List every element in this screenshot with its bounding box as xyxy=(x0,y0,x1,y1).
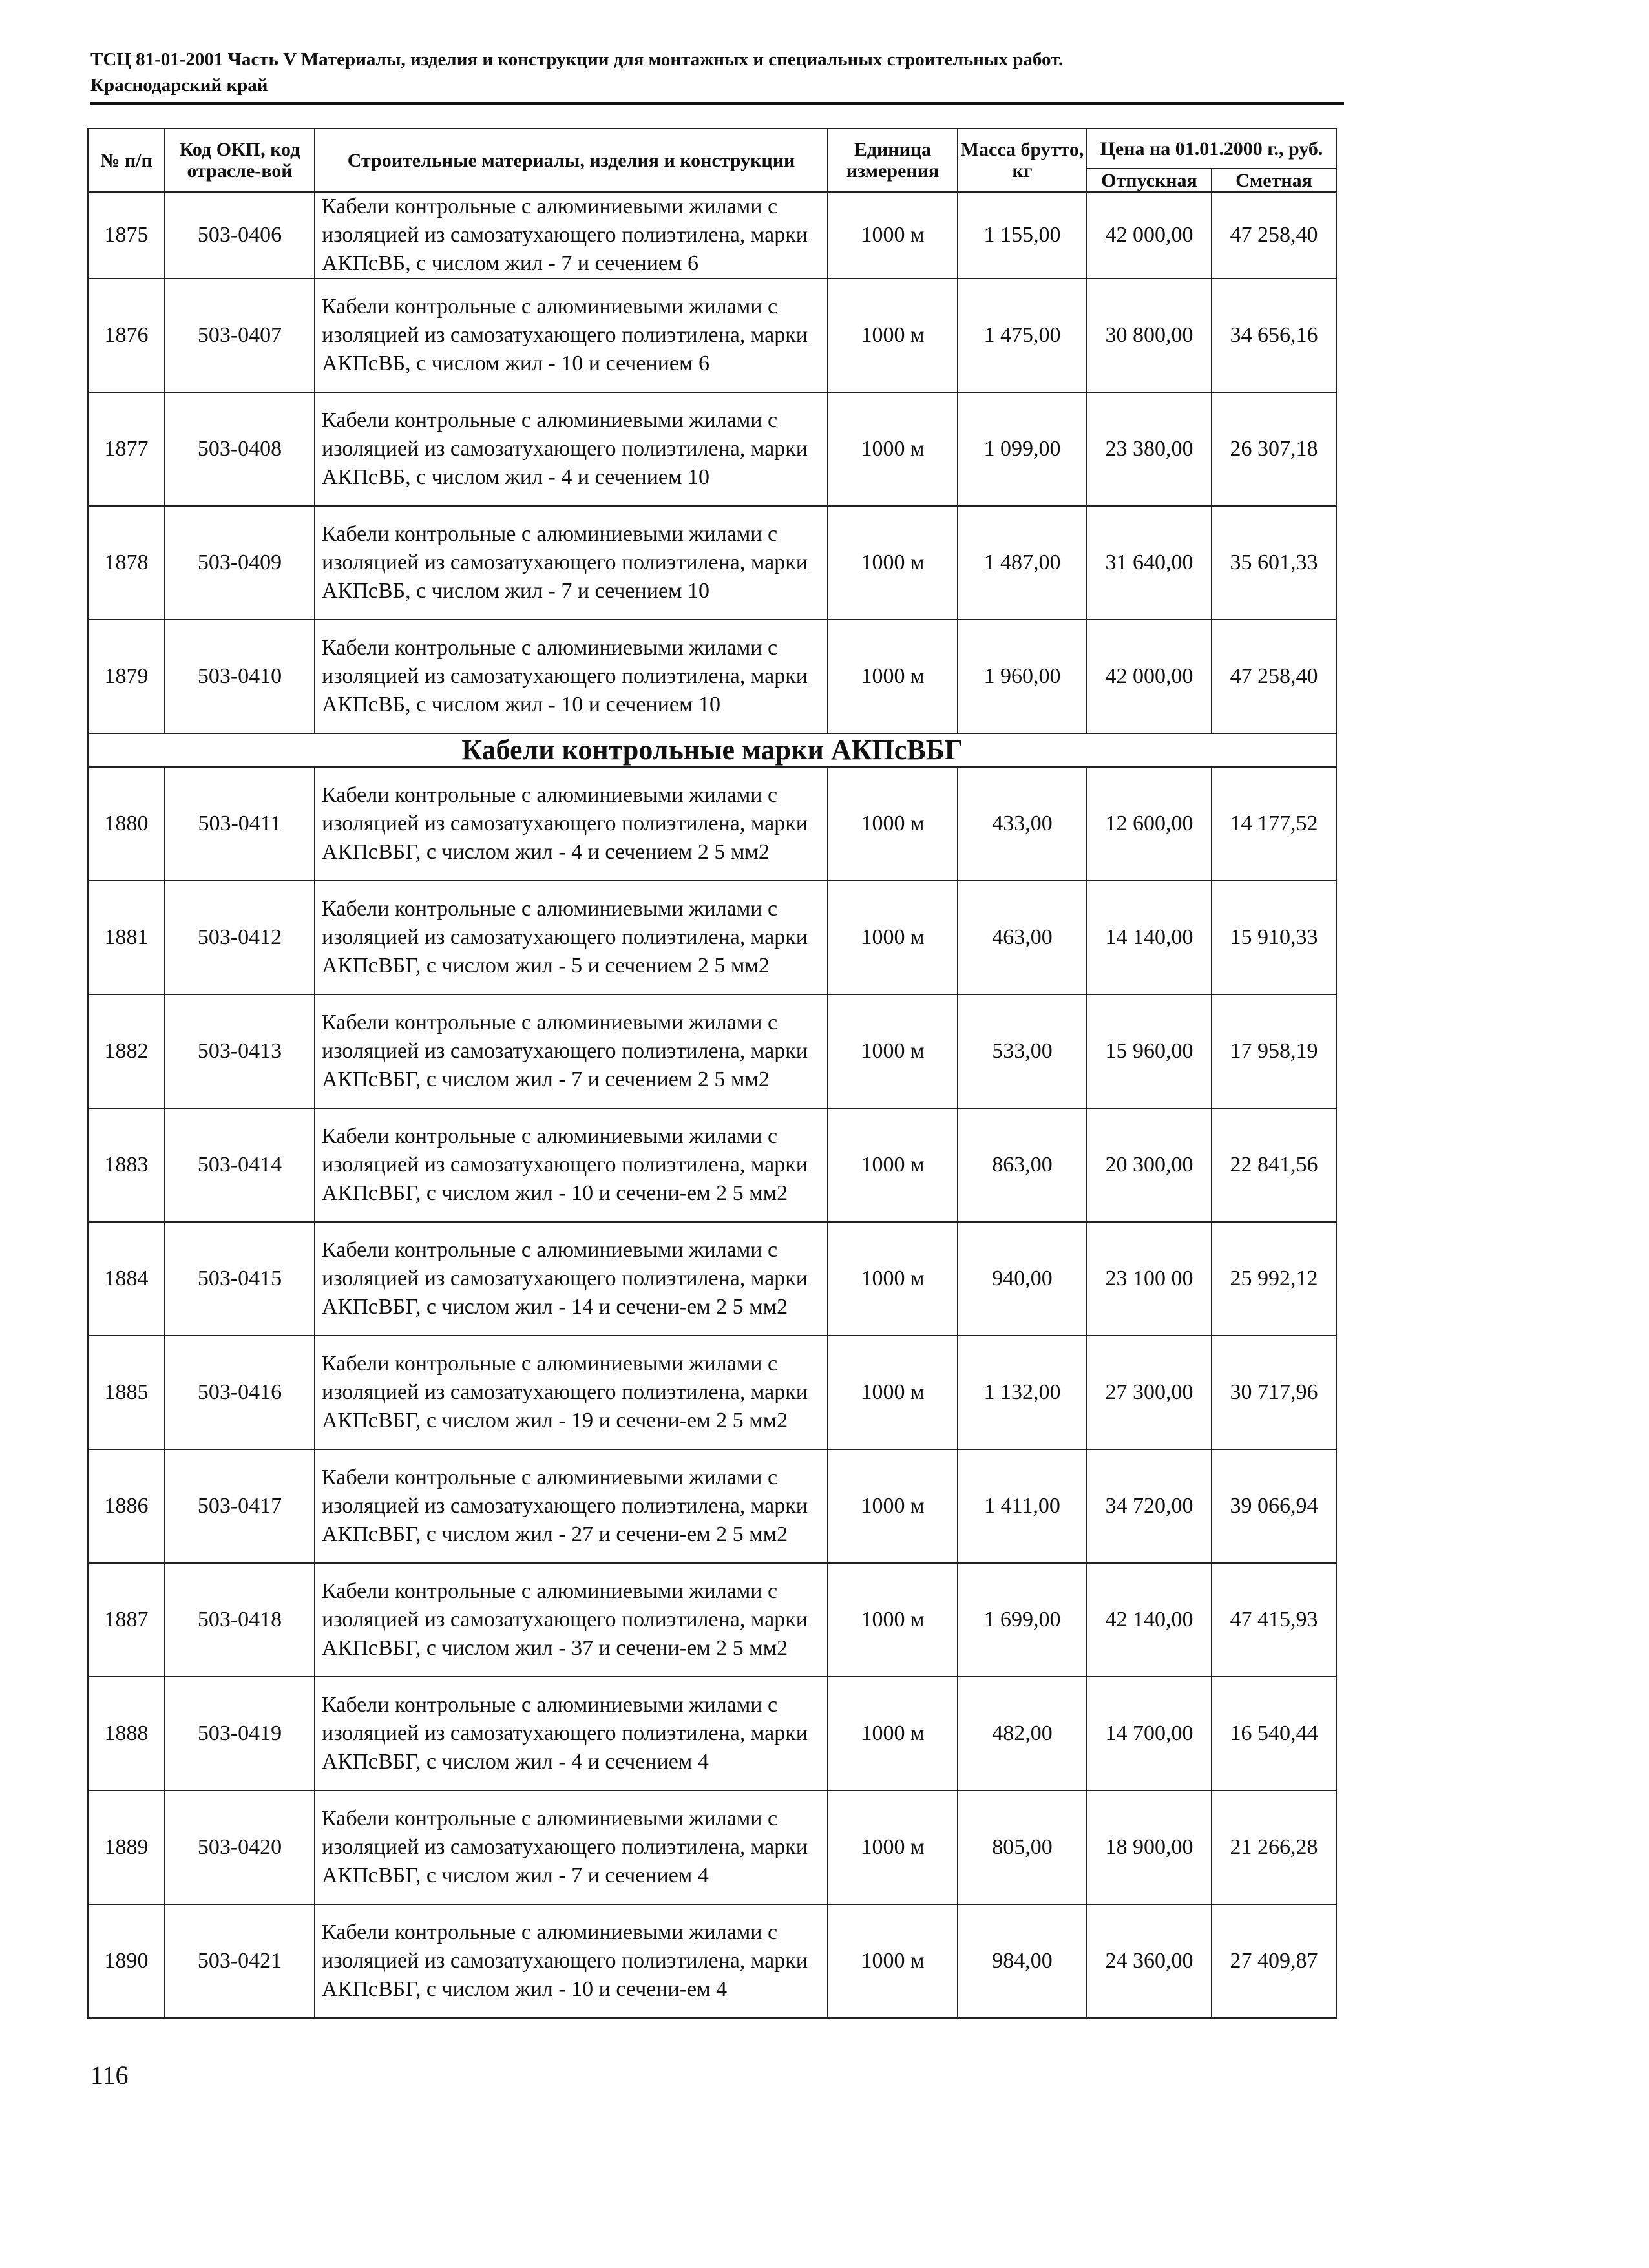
row-mass: 1 487,00 xyxy=(958,506,1087,620)
table-body-bottom xyxy=(88,767,1336,2018)
row-code: 503-0408 xyxy=(165,392,315,506)
column-header-name: Строительные материалы, изделия и конструкции xyxy=(315,129,828,192)
row-price-estimate: 16 540,44 xyxy=(1212,1677,1336,1790)
table-row xyxy=(88,1904,1336,2018)
row-description: Кабели контрольные с алюминиевыми жилами с изоляцией из самозатухающего полиэтилена, марки АКПсВБ, с числом жил - 10 и сечением 10 xyxy=(315,620,828,733)
row-code: 503-0412 xyxy=(165,881,315,994)
row-mass: 940,00 xyxy=(958,1222,1087,1336)
column-header-unit: Единица измерения xyxy=(828,129,958,192)
row-number: 1878 xyxy=(88,506,165,620)
row-unit: 1000 м xyxy=(828,278,958,392)
row-price-estimate: 39 066,94 xyxy=(1212,1449,1336,1563)
row-price-release: 42 140,00 xyxy=(1087,1563,1212,1677)
row-unit: 1000 м xyxy=(828,1449,958,1563)
row-mass: 805,00 xyxy=(958,1790,1087,1904)
row-number: 1880 xyxy=(88,767,165,881)
row-code: 503-0416 xyxy=(165,1336,315,1449)
row-unit: 1000 м xyxy=(828,767,958,881)
row-number: 1883 xyxy=(88,1108,165,1222)
table-row xyxy=(88,192,1336,278)
row-unit: 1000 м xyxy=(828,1904,958,2018)
row-description: Кабели контрольные с алюминиевыми жилами с изоляцией из самозатухающего полиэтилена, марки АКПсВБГ, с числом жил - 37 и сечени-ем 2 5 мм2 xyxy=(315,1563,828,1677)
row-price-release: 30 800,00 xyxy=(1087,278,1212,392)
row-number: 1890 xyxy=(88,1904,165,2018)
row-code: 503-0413 xyxy=(165,994,315,1108)
row-description: Кабели контрольные с алюминиевыми жилами с изоляцией из самозатухающего полиэтилена, марки АКПсВБГ, с числом жил - 5 и сечением 2 5 мм2 xyxy=(315,881,828,994)
row-price-estimate: 14 177,52 xyxy=(1212,767,1336,881)
row-mass: 533,00 xyxy=(958,994,1087,1108)
row-unit: 1000 м xyxy=(828,881,958,994)
row-mass: 482,00 xyxy=(958,1677,1087,1790)
row-unit: 1000 м xyxy=(828,1336,958,1449)
row-unit: 1000 м xyxy=(828,392,958,506)
row-unit: 1000 м xyxy=(828,506,958,620)
row-price-estimate: 17 958,19 xyxy=(1212,994,1336,1108)
row-mass: 1 099,00 xyxy=(958,392,1087,506)
document-header xyxy=(90,47,1344,105)
row-mass: 984,00 xyxy=(958,1904,1087,2018)
row-price-estimate: 21 266,28 xyxy=(1212,1790,1336,1904)
row-price-release: 42 000,00 xyxy=(1087,620,1212,733)
row-description: Кабели контрольные с алюминиевыми жилами с изоляцией из самозатухающего полиэтилена, марки АКПсВБГ, с числом жил - 14 и сечени-ем 2 5 мм2 xyxy=(315,1222,828,1336)
document-region: Краснодарский край xyxy=(90,75,268,96)
row-price-estimate: 27 409,87 xyxy=(1212,1904,1336,2018)
row-price-release: 14 700,00 xyxy=(1087,1677,1212,1790)
row-price-release: 18 900,00 xyxy=(1087,1790,1212,1904)
table-row xyxy=(88,1222,1336,1336)
column-header-code: Код ОКП, код отрасле-вой xyxy=(165,129,315,192)
row-number: 1887 xyxy=(88,1563,165,1677)
row-price-release: 31 640,00 xyxy=(1087,506,1212,620)
row-description: Кабели контрольные с алюминиевыми жилами с изоляцией из самозатухающего полиэтилена, марки АКПсВБ, с числом жил - 7 и сечением 10 xyxy=(315,506,828,620)
row-price-estimate: 47 258,40 xyxy=(1212,192,1336,278)
row-code: 503-0420 xyxy=(165,1790,315,1904)
document-title: ТСЦ 81-01-2001 Часть V Материалы, изделия и конструкции для монтажных и специальных строительных работ. xyxy=(90,49,1064,70)
column-header-num: № п/п xyxy=(88,129,165,192)
row-number: 1877 xyxy=(88,392,165,506)
table-row xyxy=(88,994,1336,1108)
row-code: 503-0421 xyxy=(165,1904,315,2018)
row-number: 1881 xyxy=(88,881,165,994)
row-price-release: 24 360,00 xyxy=(1087,1904,1212,2018)
section-title: Кабели контрольные марки АКПсВБГ xyxy=(88,733,1336,767)
row-price-release: 27 300,00 xyxy=(1087,1336,1212,1449)
row-price-estimate: 26 307,18 xyxy=(1212,392,1336,506)
row-price-estimate: 30 717,96 xyxy=(1212,1336,1336,1449)
row-description: Кабели контрольные с алюминиевыми жилами с изоляцией из самозатухающего полиэтилена, марки АКПсВБГ, с числом жил - 10 и сечени-ем 2 5 мм2 xyxy=(315,1108,828,1222)
row-description: Кабели контрольные с алюминиевыми жилами с изоляцией из самозатухающего полиэтилена, марки АКПсВБГ, с числом жил - 7 и сечением 4 xyxy=(315,1790,828,1904)
row-code: 503-0406 xyxy=(165,192,315,278)
header-divider xyxy=(90,102,1344,105)
row-mass: 1 960,00 xyxy=(958,620,1087,733)
table-row xyxy=(88,1108,1336,1222)
column-header-price-group: Цена на 01.01.2000 г., руб. xyxy=(1087,129,1336,169)
column-header-mass: Масса брутто, кг xyxy=(958,129,1087,192)
row-number: 1876 xyxy=(88,278,165,392)
row-price-release: 42 000,00 xyxy=(1087,192,1212,278)
row-price-estimate: 47 415,93 xyxy=(1212,1563,1336,1677)
row-mass: 1 475,00 xyxy=(958,278,1087,392)
row-description: Кабели контрольные с алюминиевыми жилами с изоляцией из самозатухающего полиэтилена, марки АКПсВБГ, с числом жил - 27 и сечени-ем 2 5 мм2 xyxy=(315,1449,828,1563)
row-unit: 1000 м xyxy=(828,1222,958,1336)
row-price-estimate: 25 992,12 xyxy=(1212,1222,1336,1336)
row-code: 503-0411 xyxy=(165,767,315,881)
row-description: Кабели контрольные с алюминиевыми жилами с изоляцией из самозатухающего полиэтилена, марки АКПсВБ, с числом жил - 10 и сечением 6 xyxy=(315,278,828,392)
row-number: 1886 xyxy=(88,1449,165,1563)
row-price-release: 23 380,00 xyxy=(1087,392,1212,506)
table-row xyxy=(88,1790,1336,1904)
row-price-estimate: 35 601,33 xyxy=(1212,506,1336,620)
table-row xyxy=(88,1563,1336,1677)
row-price-estimate: 34 656,16 xyxy=(1212,278,1336,392)
row-description: Кабели контрольные с алюминиевыми жилами с изоляцией из самозатухающего полиэтилена, марки АКПсВБ, с числом жил - 4 и сечением 10 xyxy=(315,392,828,506)
row-code: 503-0410 xyxy=(165,620,315,733)
row-number: 1889 xyxy=(88,1790,165,1904)
row-unit: 1000 м xyxy=(828,1108,958,1222)
table-section xyxy=(88,733,1336,767)
row-mass: 463,00 xyxy=(958,881,1087,994)
row-unit: 1000 м xyxy=(828,1677,958,1790)
table-row xyxy=(88,278,1336,392)
row-price-release: 15 960,00 xyxy=(1087,994,1212,1108)
price-table xyxy=(87,128,1337,2019)
row-number: 1884 xyxy=(88,1222,165,1336)
row-mass: 863,00 xyxy=(958,1108,1087,1222)
row-description: Кабели контрольные с алюминиевыми жилами с изоляцией из самозатухающего полиэтилена, марки АКПсВБ, с числом жил - 7 и сечением 6 xyxy=(315,192,828,278)
row-code: 503-0414 xyxy=(165,1108,315,1222)
row-number: 1888 xyxy=(88,1677,165,1790)
row-price-estimate: 15 910,33 xyxy=(1212,881,1336,994)
row-description: Кабели контрольные с алюминиевыми жилами с изоляцией из самозатухающего полиэтилена, марки АКПсВБГ, с числом жил - 7 и сечением 2 5 мм2 xyxy=(315,994,828,1108)
row-mass: 433,00 xyxy=(958,767,1087,881)
table-row xyxy=(88,392,1336,506)
row-unit: 1000 м xyxy=(828,994,958,1108)
row-code: 503-0409 xyxy=(165,506,315,620)
row-unit: 1000 м xyxy=(828,1790,958,1904)
row-number: 1875 xyxy=(88,192,165,278)
table-row xyxy=(88,767,1336,881)
row-unit: 1000 м xyxy=(828,192,958,278)
row-number: 1879 xyxy=(88,620,165,733)
column-header-price-release: Отпускная xyxy=(1087,169,1212,192)
row-code: 503-0407 xyxy=(165,278,315,392)
row-price-release: 12 600,00 xyxy=(1087,767,1212,881)
row-unit: 1000 м xyxy=(828,620,958,733)
table-row xyxy=(88,1677,1336,1790)
row-code: 503-0415 xyxy=(165,1222,315,1336)
row-description: Кабели контрольные с алюминиевыми жилами с изоляцией из самозатухающего полиэтилена, марки АКПсВБГ, с числом жил - 4 и сечением 4 xyxy=(315,1677,828,1790)
row-description: Кабели контрольные с алюминиевыми жилами с изоляцией из самозатухающего полиэтилена, марки АКПсВБГ, с числом жил - 10 и сечени-ем 4 xyxy=(315,1904,828,2018)
row-price-release: 14 140,00 xyxy=(1087,881,1212,994)
row-price-release: 20 300,00 xyxy=(1087,1108,1212,1222)
row-number: 1885 xyxy=(88,1336,165,1449)
row-description: Кабели контрольные с алюминиевыми жилами с изоляцией из самозатухающего полиэтилена, марки АКПсВБГ, с числом жил - 4 и сечением 2 5 мм2 xyxy=(315,767,828,881)
table-body-top xyxy=(88,192,1336,733)
row-price-release: 34 720,00 xyxy=(1087,1449,1212,1563)
page-number: 116 xyxy=(90,2061,129,2090)
table-row xyxy=(88,620,1336,733)
table-row xyxy=(88,881,1336,994)
row-code: 503-0419 xyxy=(165,1677,315,1790)
row-mass: 1 132,00 xyxy=(958,1336,1087,1449)
row-number: 1882 xyxy=(88,994,165,1108)
table-row xyxy=(88,506,1336,620)
row-mass: 1 155,00 xyxy=(958,192,1087,278)
row-price-release: 23 100 00 xyxy=(1087,1222,1212,1336)
row-description: Кабели контрольные с алюминиевыми жилами с изоляцией из самозатухающего полиэтилена, марки АКПсВБГ, с числом жил - 19 и сечени-ем 2 5 мм2 xyxy=(315,1336,828,1449)
table-row xyxy=(88,1449,1336,1563)
row-price-estimate: 47 258,40 xyxy=(1212,620,1336,733)
row-unit: 1000 м xyxy=(828,1563,958,1677)
row-code: 503-0418 xyxy=(165,1563,315,1677)
row-mass: 1 411,00 xyxy=(958,1449,1087,1563)
row-mass: 1 699,00 xyxy=(958,1563,1087,1677)
row-price-estimate: 22 841,56 xyxy=(1212,1108,1336,1222)
column-header-price-estimate: Сметная xyxy=(1212,169,1336,192)
table-row xyxy=(88,1336,1336,1449)
table-header xyxy=(88,129,1336,192)
row-code: 503-0417 xyxy=(165,1449,315,1563)
